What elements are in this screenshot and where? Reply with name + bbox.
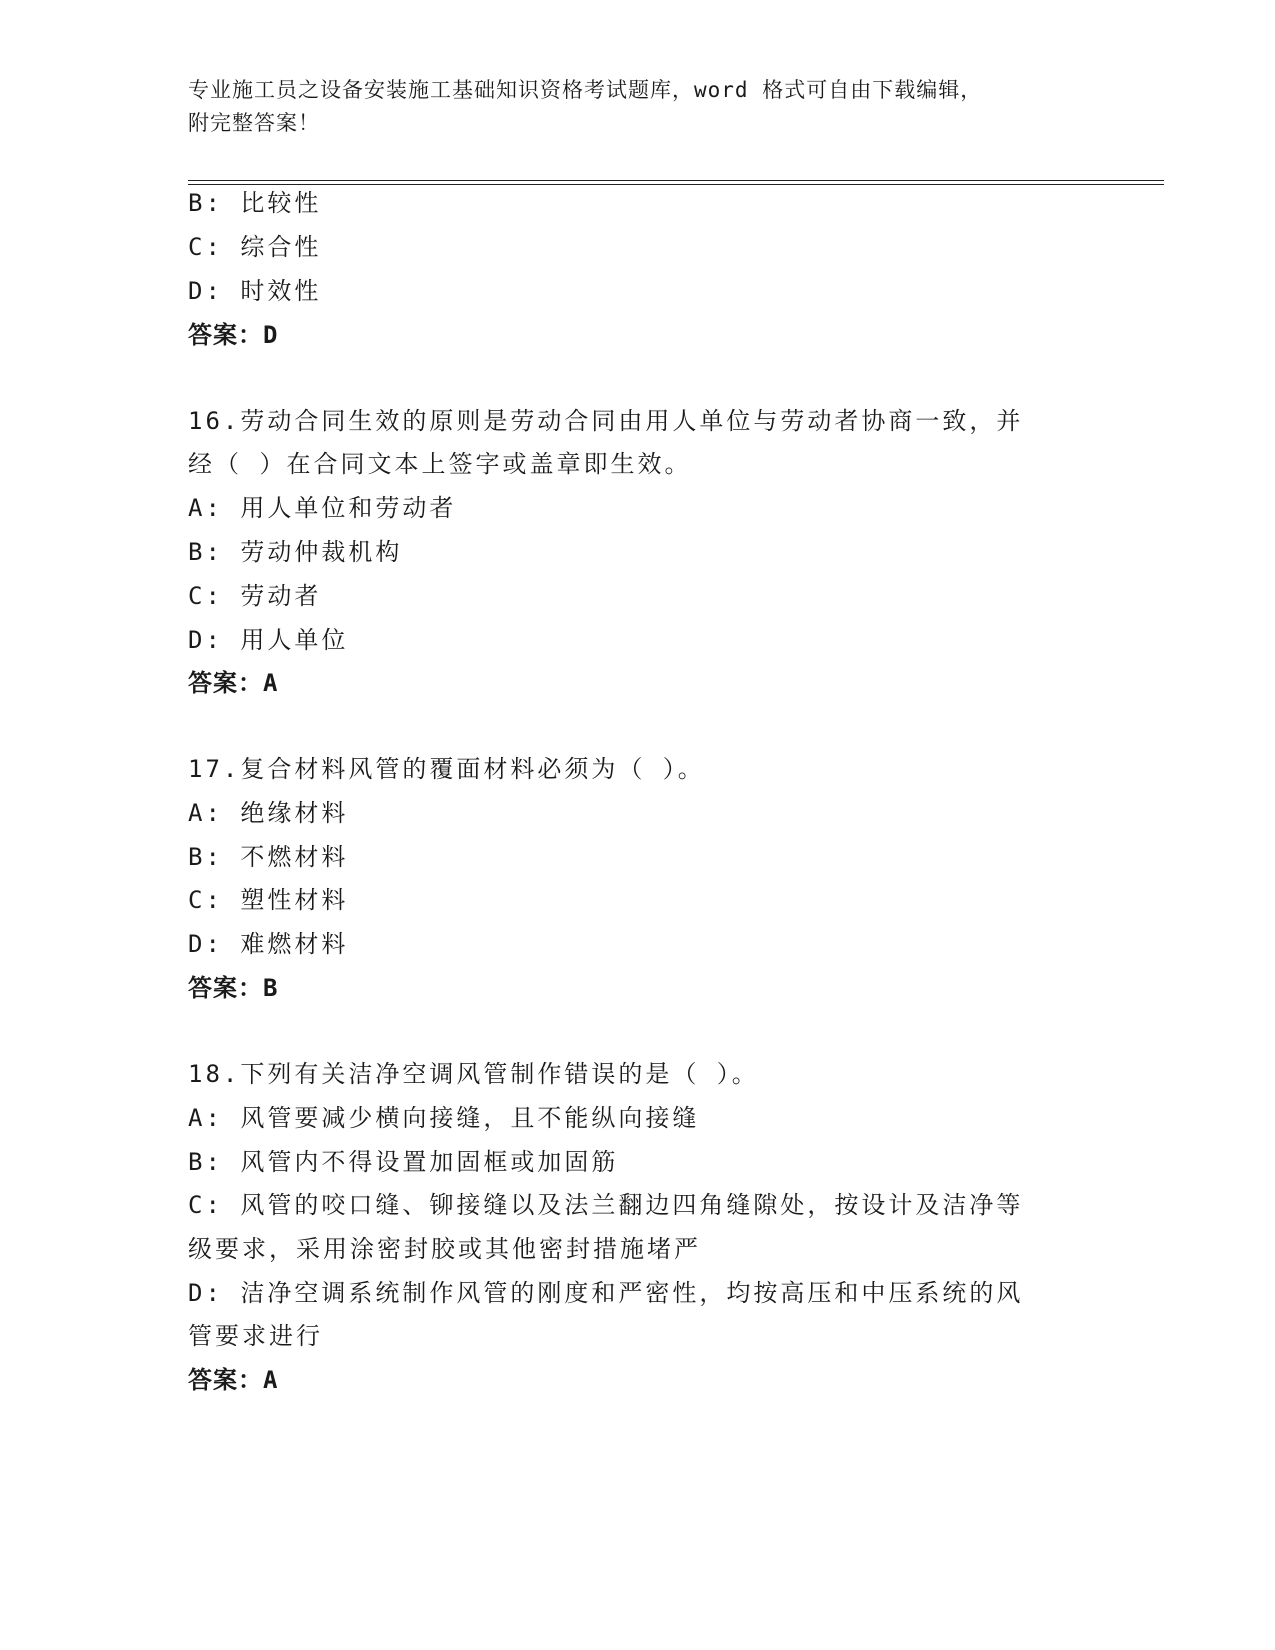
option-b: B: 不燃材料 (188, 843, 349, 871)
option-b: B: 风管内不得设置加固框或加固筋 (188, 1148, 619, 1176)
answer: 答案：A (188, 669, 279, 697)
option-d-line: 管要求进行 (188, 1322, 323, 1350)
option-b: B: 劳动仲裁机构 (188, 538, 403, 566)
option-a: A: 风管要减少横向接缝，且不能纵向接缝 (188, 1104, 700, 1132)
header-divider-bottom (188, 184, 1164, 185)
question-stem-line: 17.复合材料风管的覆面材料必须为（ ）。 (188, 755, 705, 783)
option-a: A: 用人单位和劳动者 (188, 494, 457, 522)
answer: 答案：D (188, 321, 279, 349)
header-line-2: 附完整答案！ (188, 111, 320, 135)
option-c-line: C: 风管的咬口缝、铆接缝以及法兰翻边四角缝隙处，按设计及洁净等 (188, 1191, 1024, 1219)
option-d: D: 用人单位 (188, 626, 349, 654)
answer: 答案：B (188, 974, 279, 1002)
header-line-1: 专业施工员之设备安装施工基础知识资格考试题库，word 格式可自由下载编辑， (188, 78, 983, 102)
option-a: A: 绝缘材料 (188, 799, 349, 827)
header-divider-top (188, 180, 1164, 181)
question-stem-line: 18.下列有关洁净空调风管制作错误的是（ ）。 (188, 1060, 759, 1088)
option-b: B: 比较性 (188, 189, 322, 217)
option-c: C: 劳动者 (188, 582, 322, 610)
option-d: D: 难燃材料 (188, 930, 349, 958)
document-header (188, 74, 1088, 140)
option-d: D: 时效性 (188, 277, 322, 305)
option-c-line: 级要求，采用涂密封胶或其他密封措施堵严 (188, 1235, 701, 1263)
question-stem-line: 经（ ）在合同文本上签字或盖章即生效。 (188, 450, 692, 478)
option-c: C: 塑性材料 (188, 886, 349, 914)
answer: 答案：A (188, 1366, 279, 1394)
question-stem-line: 16.劳动合同生效的原则是劳动合同由用人单位与劳动者协商一致，并 (188, 407, 1024, 435)
option-c: C: 综合性 (188, 233, 322, 261)
option-d-line: D: 洁净空调系统制作风管的刚度和严密性，均按高压和中压系统的风 (188, 1279, 1024, 1307)
